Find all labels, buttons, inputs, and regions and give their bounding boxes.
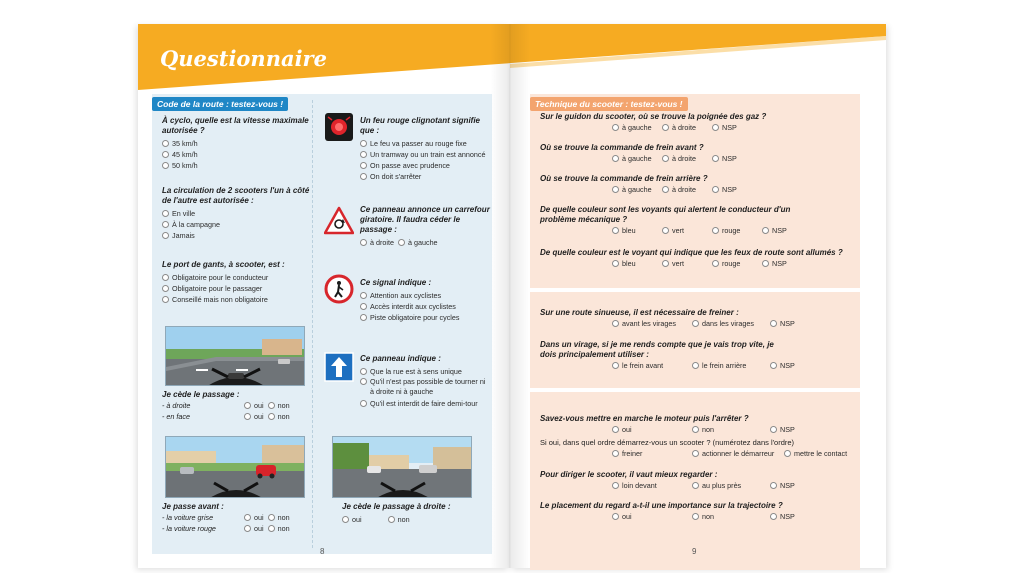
radio-button[interactable] <box>612 320 619 327</box>
question-speed: À cyclo, quelle est la vitesse maximale autorisée ? 35 km/h 45 km/h 50 km/h <box>162 116 309 170</box>
radio-button[interactable] <box>770 513 777 520</box>
radio-button[interactable] <box>360 303 367 310</box>
radio-button[interactable] <box>162 210 169 217</box>
radio-button[interactable] <box>692 513 699 520</box>
yes-no-row: - en face oui non <box>162 412 290 421</box>
answer-option[interactable]: à droite <box>360 237 394 248</box>
radio-button[interactable] <box>360 400 367 407</box>
question-winding-road: Sur une route sinueuse, il est nécessaire de freiner : avant les virages dans les virages NSP <box>540 308 795 328</box>
radio-button[interactable] <box>712 260 719 267</box>
question-signal: Ce signal indique : Attention aux cyclistes Accès interdit aux cyclistes Piste obligatoire pour cycles <box>360 278 490 323</box>
question-priority: Je passe avant : - la voiture grise oui non - la voiture rouge oui non <box>162 502 310 534</box>
radio-button[interactable] <box>360 378 367 385</box>
radio-button[interactable] <box>662 155 669 162</box>
question-rear-brake: Où se trouve la commande de frein arrière ? à gauche à droite NSP <box>540 174 737 194</box>
open-booklet <box>138 24 886 568</box>
radio-button[interactable] <box>268 525 275 532</box>
radio-button[interactable] <box>360 368 367 375</box>
answer-option[interactable]: Un tramway ou un train est annoncé <box>360 149 490 160</box>
radio-button[interactable] <box>762 227 769 234</box>
answer-option[interactable]: Qu'il est interdit de faire demi-tour <box>360 398 490 409</box>
answer-option[interactable]: Accès interdit aux cyclistes <box>360 301 490 312</box>
answer-option[interactable]: On doit s'arrêter <box>360 171 490 182</box>
flashing-red-light-icon <box>324 112 354 142</box>
radio-button[interactable] <box>268 514 275 521</box>
radio-button[interactable] <box>360 140 367 147</box>
radio-button[interactable] <box>244 402 251 409</box>
answer-option[interactable]: Piste obligatoire pour cycles <box>360 312 490 323</box>
right-priority-photo <box>332 436 472 498</box>
radio-button[interactable] <box>692 320 699 327</box>
radio-button[interactable] <box>612 186 619 193</box>
radio-button[interactable] <box>360 173 367 180</box>
radio-button[interactable] <box>360 162 367 169</box>
number-box[interactable] <box>692 450 699 457</box>
radio-button[interactable] <box>612 227 619 234</box>
radio-button[interactable] <box>712 124 719 131</box>
radio-button[interactable] <box>612 482 619 489</box>
question-engine-start: Savez-vous mettre en marche le moteur puis l'arrêter ? oui non NSP <box>540 414 795 434</box>
question-start-order: Si oui, dans quel ordre démarrez-vous un scooter ? (numérotez dans l'ordre) freiner actionner le démarreur mettre le contact <box>540 438 848 458</box>
page-number-right: 9 <box>692 547 697 556</box>
radio-button[interactable] <box>612 426 619 433</box>
radio-button[interactable] <box>268 413 275 420</box>
radio-button[interactable] <box>612 362 619 369</box>
radio-button[interactable] <box>244 525 251 532</box>
answer-option[interactable]: Jamais <box>162 230 310 241</box>
no-pedestrians-sign-icon <box>324 274 354 304</box>
question-side-by-side: La circulation de 2 scooters l'un à côté de l'autre est autorisée : En ville À la campagne Jamais <box>162 186 310 240</box>
radio-button[interactable] <box>342 516 349 523</box>
number-box[interactable] <box>784 450 791 457</box>
column-divider <box>312 100 313 548</box>
radio-button[interactable] <box>268 402 275 409</box>
radio-button[interactable] <box>360 292 367 299</box>
radio-button[interactable] <box>662 227 669 234</box>
radio-button[interactable] <box>360 239 367 246</box>
page-title: Questionnaire <box>160 46 327 71</box>
radio-button[interactable] <box>162 151 169 158</box>
radio-button[interactable] <box>770 362 777 369</box>
radio-button[interactable] <box>662 260 669 267</box>
question-warning-lights: De quelle couleur sont les voyants qui alertent le conducteur d'un problème mécanique ? bleu vert rouge NSP <box>540 205 791 235</box>
radio-button[interactable] <box>244 514 251 521</box>
question-gloves: Le port de gants, à scooter, est : Obligatoire pour le conducteur Obligatoire pour le passager Conseillé mais non obligatoire <box>162 260 310 305</box>
radio-button[interactable] <box>692 482 699 489</box>
panel-separator <box>530 288 860 292</box>
page-number-left: 8 <box>320 547 325 556</box>
radio-button[interactable] <box>612 260 619 267</box>
radio-button[interactable] <box>162 274 169 281</box>
section-label-scooter: Technique du scooter : testez-vous ! <box>530 97 688 111</box>
yes-no-row: - à droite oui non <box>162 401 290 410</box>
answer-option[interactable]: En ville <box>162 208 310 219</box>
section-label-road-code: Code de la route : testez-vous ! <box>152 97 288 111</box>
answer-option[interactable]: 45 km/h <box>162 149 310 160</box>
answer-option[interactable]: Que la rue est à sens unique <box>360 366 490 377</box>
question-front-brake: Où se trouve la commande de frein avant ? à gauche à droite NSP <box>540 143 737 163</box>
radio-button[interactable] <box>244 413 251 420</box>
one-way-sign-icon <box>324 352 354 382</box>
question-throttle: Sur le guidon du scooter, où se trouve la poignée des gaz ? à gauche à droite NSP <box>540 112 767 132</box>
radio-button[interactable] <box>662 186 669 193</box>
question-gaze-trajectory: Le placement du regard a-t-il une importance sur la trajectoire ? oui non NSP <box>540 501 795 521</box>
answer-option[interactable]: Conseillé mais non obligatoire <box>162 294 310 305</box>
answer-option[interactable]: 50 km/h <box>162 160 310 171</box>
radio-button[interactable] <box>770 426 777 433</box>
answer-option[interactable]: Le feu va passer au rouge fixe <box>360 138 490 149</box>
question-look-direction: Pour diriger le scooter, il vaut mieux regarder : loin devant au plus près NSP <box>540 470 795 490</box>
yes-no-row: - la voiture grise oui non <box>162 513 290 522</box>
radio-button[interactable] <box>162 232 169 239</box>
radio-button[interactable] <box>162 162 169 169</box>
question-give-way: Je cède le passage : - à droite oui non - en face oui non <box>162 390 310 422</box>
answer-option[interactable]: Obligatoire pour le passager <box>162 283 310 294</box>
panel-separator <box>530 388 860 392</box>
radio-button[interactable] <box>162 221 169 228</box>
radio-button[interactable] <box>162 285 169 292</box>
intersection-photo <box>165 436 305 498</box>
road-scene-photo <box>165 326 305 386</box>
radio-button[interactable] <box>360 151 367 158</box>
scooter-technique-panel <box>530 94 860 570</box>
radio-button[interactable] <box>770 482 777 489</box>
radio-button[interactable] <box>398 239 405 246</box>
question-panel: Ce panneau indique : Que la rue est à sens unique Qu'il n'est pas possible de tourner ni à droite ni à gauche Qu'il est interdit de faire demi-tour <box>360 354 490 409</box>
number-box[interactable] <box>612 450 619 457</box>
radio-button[interactable] <box>770 320 777 327</box>
question-roundabout: Ce panneau annonce un carrefour giratoire. Il faudra céder le passage : à droite à gauche <box>360 205 490 247</box>
radio-button[interactable] <box>388 516 395 523</box>
radio-button[interactable] <box>162 296 169 303</box>
radio-button[interactable] <box>712 186 719 193</box>
radio-button[interactable] <box>712 227 719 234</box>
radio-button[interactable] <box>662 124 669 131</box>
answer-option[interactable]: À la campagne <box>162 219 310 230</box>
yes-no-row: - la voiture rouge oui non <box>162 524 290 533</box>
question-flashing-red: Un feu rouge clignotant signifie que : Le feu va passer au rouge fixe Un tramway ou un train est annoncé On passe avec prudence On doit s'arrêter <box>360 116 490 182</box>
answer-option[interactable]: Attention aux cyclistes <box>360 290 490 301</box>
radio-button[interactable] <box>162 140 169 147</box>
answer-option[interactable]: 35 km/h <box>162 138 310 149</box>
radio-button[interactable] <box>692 426 699 433</box>
answer-option[interactable]: On passe avec prudence <box>360 160 490 171</box>
radio-button[interactable] <box>612 513 619 520</box>
roundabout-warning-sign-icon <box>324 206 354 236</box>
radio-button[interactable] <box>762 260 769 267</box>
radio-button[interactable] <box>712 155 719 162</box>
radio-button[interactable] <box>612 155 619 162</box>
question-bend-speed: Dans un virage, si je me rends compte que je vais trop vite, je dois principalement utiliser : le frein avant le frein arrière NSP <box>540 340 795 370</box>
question-high-beam: De quelle couleur est le voyant qui indique que les feux de route sont allumés ? bleu vert rouge NSP <box>540 248 843 268</box>
radio-button[interactable] <box>692 362 699 369</box>
answer-option[interactable]: à gauche <box>398 237 438 248</box>
answer-option[interactable]: Qu'il n'est pas possible de tourner ni à droite ni à gauche <box>360 377 490 397</box>
radio-button[interactable] <box>360 314 367 321</box>
radio-button[interactable] <box>612 124 619 131</box>
answer-option[interactable]: Obligatoire pour le conducteur <box>162 272 310 283</box>
question-right-priority: Je cède le passage à droite : oui non <box>342 502 451 524</box>
